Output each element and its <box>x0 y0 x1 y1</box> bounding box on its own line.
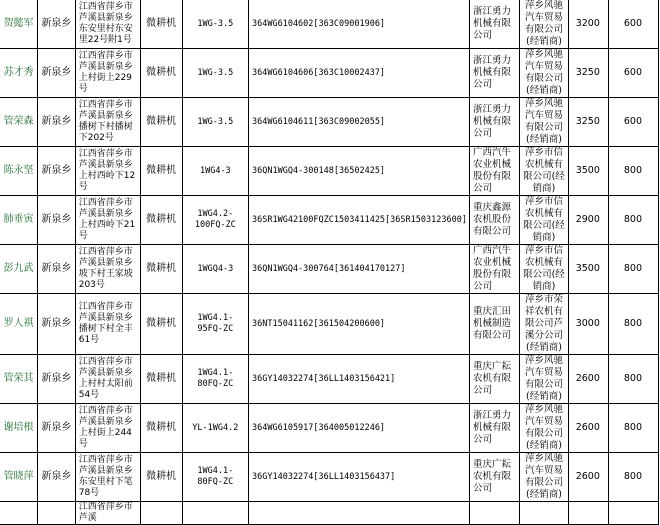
manufacturer-cell[interactable]: 浙江勇力机械有限公司 <box>469 404 519 453</box>
table-row <box>0 196 659 245</box>
subsidy-cell[interactable]: 600 <box>608 49 658 98</box>
price-cell[interactable] <box>569 502 609 525</box>
table-row <box>0 245 659 294</box>
owner-name-cell[interactable]: 罗人祺 <box>0 294 38 355</box>
serial-code-cell[interactable]: 36GY14032274[36LL1403156437] <box>249 453 470 502</box>
model-cell[interactable]: 1WG4.1-95FQ-ZC <box>182 294 248 355</box>
subsidy-cell[interactable]: 800 <box>608 245 658 294</box>
town-cell[interactable]: 新泉乡 <box>38 98 76 147</box>
owner-name-cell[interactable]: 苏才秀 <box>0 49 38 98</box>
owner-name-cell[interactable]: 管荣森 <box>0 98 38 147</box>
model-cell[interactable]: 1WG-3.5 <box>182 49 248 98</box>
manufacturer-cell[interactable]: 重庆广耘农机有限公司 <box>469 453 519 502</box>
table-row <box>0 502 659 525</box>
address-cell[interactable]: 江西省萍乡市芦溪县新泉乡东安里村下笔78号 <box>75 453 140 502</box>
owner-name-cell[interactable]: 管荣其 <box>0 355 38 404</box>
manufacturer-cell[interactable]: 浙江勇力机械有限公司 <box>469 0 519 49</box>
dealer-cell[interactable] <box>519 502 569 525</box>
model-cell[interactable]: 1WG-3.5 <box>182 0 248 49</box>
subsidy-cell[interactable]: 600 <box>608 98 658 147</box>
address-cell[interactable]: 江西省萍乡市芦溪县新泉乡播树下村全丰61号 <box>75 294 140 355</box>
table-row <box>0 147 659 196</box>
dealer-cell[interactable]: 萍乡市荣祥农机有限公司芦溪分公司(经销商) <box>519 294 569 355</box>
town-cell[interactable] <box>38 502 76 525</box>
owner-name-cell[interactable]: 肺垂寅 <box>0 196 38 245</box>
subsidy-cell[interactable]: 800 <box>608 355 658 404</box>
table-row <box>0 404 659 453</box>
subsidy-cell[interactable]: 800 <box>608 147 658 196</box>
subsidy-cell[interactable]: 800 <box>608 196 658 245</box>
price-cell[interactable]: 3500 <box>569 245 609 294</box>
subsidy-cell[interactable]: 600 <box>608 0 658 49</box>
model-cell[interactable]: 1WG4.1-80FQ-ZC <box>182 355 248 404</box>
owner-name-cell[interactable]: 贺懿军 <box>0 0 38 49</box>
owner-name-cell[interactable] <box>0 502 38 525</box>
dealer-cell[interactable]: 萍乡市信农机械有限公司(经销商) <box>519 245 569 294</box>
price-cell[interactable]: 3200 <box>569 0 609 49</box>
town-cell[interactable]: 新泉乡 <box>38 294 76 355</box>
address-cell[interactable]: 江西省萍乡市芦溪县新泉乡上村西岭下12号 <box>75 147 140 196</box>
manufacturer-cell[interactable]: 重庆汇田机械制造有限公司 <box>469 294 519 355</box>
town-cell[interactable]: 新泉乡 <box>38 404 76 453</box>
model-cell[interactable]: 1WG-3.5 <box>182 98 248 147</box>
dealer-cell[interactable]: 萍乡市信农机械有限公司(经销商) <box>519 196 569 245</box>
address-cell[interactable]: 江西省萍乡市芦溪县新泉乡上村街上244号 <box>75 404 140 453</box>
subsidy-cell[interactable]: 800 <box>608 294 658 355</box>
table-row <box>0 0 659 49</box>
machine-type-cell[interactable]: 微耕机 <box>140 196 182 245</box>
machine-type-cell[interactable]: 微耕机 <box>140 245 182 294</box>
price-cell[interactable]: 3250 <box>569 98 609 147</box>
machine-type-cell[interactable]: 微耕机 <box>140 294 182 355</box>
model-cell[interactable]: 1WGQ4-3 <box>182 245 248 294</box>
owner-name-cell[interactable]: 管晓萍 <box>0 453 38 502</box>
price-cell[interactable]: 3250 <box>569 49 609 98</box>
serial-code-cell[interactable]: 364WG6104611[363C09002055] <box>249 98 470 147</box>
subsidy-cell[interactable] <box>608 502 658 525</box>
manufacturer-cell[interactable]: 重庆鑫源农机股份有限公司 <box>469 196 519 245</box>
model-cell[interactable]: 1WG4.2-100FQ-ZC <box>182 196 248 245</box>
price-cell[interactable]: 2900 <box>569 196 609 245</box>
price-cell[interactable]: 2600 <box>569 355 609 404</box>
table-row <box>0 355 659 404</box>
serial-code-cell[interactable]: 364WG6105917[364005012246] <box>249 404 470 453</box>
town-cell[interactable]: 新泉乡 <box>38 49 76 98</box>
model-cell[interactable]: YL-1WG4.2 <box>182 404 248 453</box>
model-cell[interactable]: 1WG4.1-80FQ-ZC <box>182 453 248 502</box>
serial-code-cell[interactable]: 364WG6104606[363C10002437] <box>249 49 470 98</box>
table-row <box>0 49 659 98</box>
dealer-cell[interactable]: 萍乡市信农机械有限公司(经销商) <box>519 147 569 196</box>
address-cell[interactable]: 江西省萍乡市芦溪 <box>75 502 140 525</box>
dealer-cell[interactable]: 萍乡风驰汽车贸易有限公司(经销商) <box>519 355 569 404</box>
serial-code-cell[interactable]: 364WG6104602[363C09001906] <box>249 0 470 49</box>
address-cell[interactable]: 江西省萍乡市芦溪县新泉乡坡下村王家坡203号 <box>75 245 140 294</box>
serial-code-cell[interactable]: 36GY14032274[36LL1403156421] <box>249 355 470 404</box>
machine-type-cell[interactable]: 微耕机 <box>140 49 182 98</box>
machine-type-cell[interactable]: 微耕机 <box>140 355 182 404</box>
price-cell[interactable]: 2600 <box>569 404 609 453</box>
manufacturer-cell[interactable]: 广西汽牛农业机械股份有限公司 <box>469 245 519 294</box>
owner-name-cell[interactable]: 陈永坚 <box>0 147 38 196</box>
machine-type-cell[interactable] <box>140 502 182 525</box>
manufacturer-cell[interactable] <box>469 502 519 525</box>
table-row <box>0 98 659 147</box>
machine-type-cell[interactable]: 微耕机 <box>140 453 182 502</box>
address-cell[interactable]: 江西省萍乡市芦溪县新泉乡播树下村播树下202号 <box>75 98 140 147</box>
price-cell[interactable]: 3000 <box>569 294 609 355</box>
model-cell[interactable]: 1WG4-3 <box>182 147 248 196</box>
manufacturer-cell[interactable]: 广西汽牛农业机械股份有限公司 <box>469 147 519 196</box>
machine-type-cell[interactable]: 微耕机 <box>140 404 182 453</box>
owner-name-cell[interactable]: 谢培根 <box>0 404 38 453</box>
dealer-cell[interactable]: 萍乡风驰汽车贸易有限公司(经销商) <box>519 453 569 502</box>
price-cell[interactable]: 2600 <box>569 453 609 502</box>
price-cell[interactable]: 3500 <box>569 147 609 196</box>
town-cell[interactable]: 新泉乡 <box>38 147 76 196</box>
serial-code-cell[interactable]: 36SR1WG42100FQZC1503411425[36SR1503123600] <box>249 196 470 245</box>
dealer-cell[interactable]: 萍乡风驰汽车贸易有限公司(经销商) <box>519 49 569 98</box>
dealer-cell[interactable]: 萍乡风驰汽车贸易有限公司(经销商) <box>519 0 569 49</box>
address-cell[interactable]: 江西省萍乡市芦溪县新泉乡上村西岭下21号 <box>75 196 140 245</box>
serial-code-cell[interactable] <box>249 502 470 525</box>
machine-type-cell[interactable]: 微耕机 <box>140 98 182 147</box>
town-cell[interactable]: 新泉乡 <box>38 245 76 294</box>
subsidy-cell[interactable]: 800 <box>608 453 658 502</box>
serial-code-cell[interactable]: 36QN1WGQ4-300764[361404170127] <box>249 245 470 294</box>
table-row <box>0 453 659 502</box>
manufacturer-cell[interactable]: 浙江勇力机械有限公司 <box>469 98 519 147</box>
town-cell[interactable]: 新泉乡 <box>38 453 76 502</box>
town-cell[interactable]: 新泉乡 <box>38 0 76 49</box>
serial-code-cell[interactable]: 36QN1WGQ4-300148[36502425] <box>249 147 470 196</box>
address-cell[interactable]: 江西省萍乡市芦溪县新泉乡上村村太阳前54号 <box>75 355 140 404</box>
address-cell[interactable]: 江西省萍乡市芦溪县新泉乡东安里村东安里22号附1号 <box>75 0 140 49</box>
manufacturer-cell[interactable]: 重庆广耘农机有限公司 <box>469 355 519 404</box>
town-cell[interactable]: 新泉乡 <box>38 355 76 404</box>
town-cell[interactable]: 新泉乡 <box>38 196 76 245</box>
table-row <box>0 294 659 355</box>
model-cell[interactable] <box>182 502 248 525</box>
manufacturer-cell[interactable]: 浙江勇力机械有限公司 <box>469 49 519 98</box>
address-cell[interactable]: 江西省萍乡市芦溪县新泉乡上村街上229号 <box>75 49 140 98</box>
machine-type-cell[interactable]: 微耕机 <box>140 0 182 49</box>
serial-code-cell[interactable]: 36NT15041162[361504200600] <box>249 294 470 355</box>
machine-type-cell[interactable]: 微耕机 <box>140 147 182 196</box>
dealer-cell[interactable]: 萍乡风驰汽车贸易有限公司(经销商) <box>519 98 569 147</box>
dealer-cell[interactable]: 萍乡风驰汽车贸易有限公司(经销商) <box>519 404 569 453</box>
owner-name-cell[interactable]: 彭九武 <box>0 245 38 294</box>
subsidy-cell[interactable]: 800 <box>608 404 658 453</box>
